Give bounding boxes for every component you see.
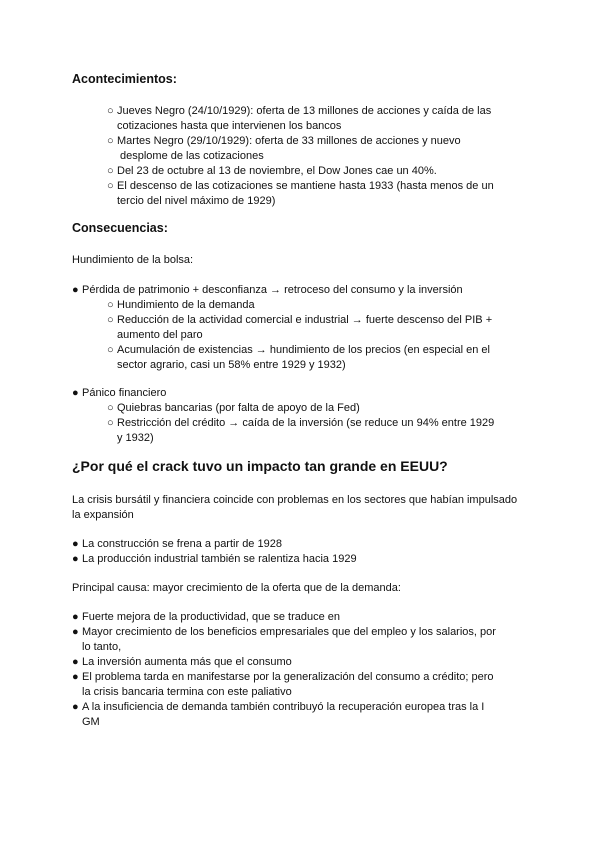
- group-panico-sublist: [107, 401, 527, 446]
- list-item: ● La producción industrial también se ralentiza hacia 1929: [72, 553, 357, 565]
- hollow-bullet-icon: ○: [107, 105, 114, 117]
- group-panico: [72, 386, 166, 401]
- solid-bullet-icon: ●: [72, 284, 79, 296]
- group-patrimonio: [72, 283, 463, 298]
- list-item: ○ Restricción del crédito → caída de la inversión (se reduce un 94% entre 1929 y 1932): [107, 417, 495, 444]
- list-item: ○ El descenso de las cotizaciones se mantiene hasta 1933 (hasta menos de un tercio del nivel máximo de 1929): [107, 180, 494, 207]
- impacto-paragraph: La crisis bursátil y financiera coincide con problemas en los sectores que habían impulsado la expansión: [72, 494, 518, 521]
- list-item: ○ Jueves Negro (24/10/1929): oferta de 13 millones de acciones y caída de las cotizaciones hasta que intervienen los bancos: [107, 105, 492, 132]
- consecuencias-intro: Hundimiento de la bolsa:: [72, 254, 194, 266]
- causa-text: Principal causa: mayor crecimiento de la oferta que de la demanda:: [72, 582, 401, 594]
- hollow-bullet-icon: ○: [107, 314, 114, 326]
- list-item: ● Fuerte mejora de la productividad, que se traduce en: [72, 611, 341, 623]
- solid-bullet-icon: ●: [72, 701, 79, 713]
- heading-impacto: ¿Por qué el crack tuvo un impacto tan grande en EEUU?: [72, 458, 448, 474]
- group-patrimonio-sublist: [107, 298, 527, 373]
- list-item: ● Mayor crecimiento de los beneficios empresariales que del empleo y los salarios, por lo tanto,: [72, 626, 496, 653]
- list-item: ● La inversión aumenta más que el consumo: [72, 656, 292, 668]
- solid-bullet-icon: ●: [72, 553, 79, 565]
- solid-bullet-icon: ●: [72, 656, 79, 668]
- hollow-bullet-icon: ○: [107, 344, 114, 356]
- hollow-bullet-icon: ○: [107, 135, 114, 147]
- hollow-bullet-icon: ○: [107, 417, 114, 429]
- causas-list: [72, 610, 532, 730]
- hollow-bullet-icon: ○: [107, 299, 114, 311]
- impacto-bullets: [72, 537, 357, 567]
- list-item: ● A la insuficiencia de demanda también contribuyó la recuperación europea tras la I GM: [72, 701, 485, 728]
- hollow-bullet-icon: ○: [107, 402, 114, 414]
- list-item: ● Pérdida de patrimonio + desconfianza → retroceso del consumo y la inversión: [72, 284, 463, 296]
- list-item: ○ Del 23 de octubre al 13 de noviembre, el Dow Jones cae un 40%.: [107, 165, 437, 177]
- hollow-bullet-icon: ○: [107, 165, 114, 177]
- solid-bullet-icon: ●: [72, 611, 79, 623]
- heading-acontecimientos: Acontecimientos:: [72, 72, 177, 86]
- list-item: ● Pánico financiero: [72, 387, 167, 399]
- solid-bullet-icon: ●: [72, 387, 79, 399]
- hollow-bullet-icon: ○: [107, 180, 114, 192]
- solid-bullet-icon: ●: [72, 626, 79, 638]
- list-item: ○ Martes Negro (29/10/1929): oferta de 33 millones de acciones y nuevo desplome de las cotizaciones: [107, 135, 461, 162]
- solid-bullet-icon: ●: [72, 671, 79, 683]
- heading-consecuencias: Consecuencias:: [72, 221, 168, 235]
- list-item: ○ Acumulación de existencias → hundimiento de los precios (en especial en el sector agrario, casi un 58% entre 1929 y 1932): [107, 344, 490, 371]
- list-item: ● La construcción se frena a partir de 1928: [72, 538, 282, 550]
- list-item: ○ Hundimiento de la demanda: [107, 299, 255, 311]
- list-item: ○ Reducción de la actividad comercial e industrial → fuerte descenso del PIB + aumento del paro: [107, 314, 493, 341]
- list-item: ● El problema tarda en manifestarse por la generalización del consumo a crédito; pero la crisis bancaria termina con este paliativo: [72, 671, 494, 698]
- list-item: ○ Quiebras bancarias (por falta de apoyo de la Fed): [107, 402, 360, 414]
- solid-bullet-icon: ●: [72, 538, 79, 550]
- acontecimientos-list: [107, 104, 527, 209]
